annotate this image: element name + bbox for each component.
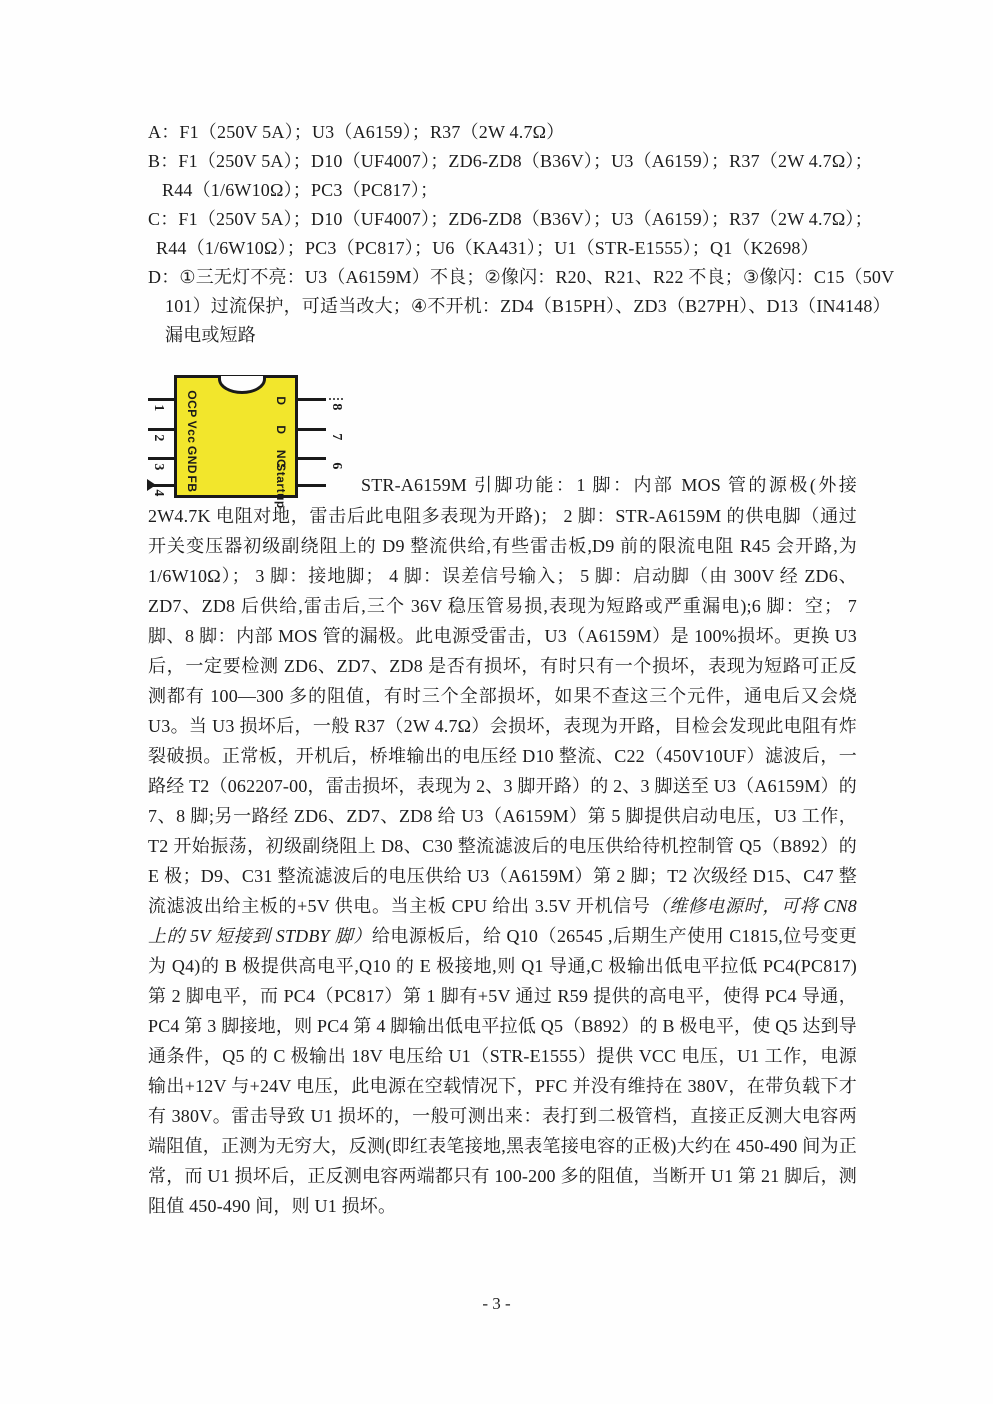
pin1-number: 1 bbox=[151, 404, 166, 412]
pin1-lead bbox=[148, 398, 174, 401]
pin8-label-d: D bbox=[274, 396, 288, 406]
list-line-c-cont: R44（1/6W10Ω）；PC3（PC817）；U6（KA431）；U1（STR-E1555）；Q1（K2698） bbox=[156, 238, 819, 258]
pin2-label-vcc: Vcc bbox=[185, 420, 199, 444]
pin3-label-gnd: GND bbox=[185, 445, 199, 475]
pin3-lead bbox=[148, 457, 174, 460]
page-number: - 3 - bbox=[482, 1294, 511, 1313]
main-paragraph bbox=[148, 374, 857, 1221]
pin5-lead bbox=[298, 484, 326, 487]
pin2-number: 2 bbox=[151, 434, 166, 442]
list-line-a: A：F1（250V 5A）；U3（A6159）；R37（2W 4.7Ω） bbox=[148, 122, 565, 142]
pin4-label-fb: FB bbox=[185, 475, 199, 493]
pin5-label-startup: Startup bbox=[274, 463, 288, 509]
pin8-number: 8 bbox=[329, 403, 344, 411]
list-line-d-cont1: 101）过流保护，可适当改大；④不开机：ZD4（B15PH）、ZD3（B27PH）、D13（IN4148） bbox=[165, 296, 891, 316]
paragraph-text-2: 给电源板后，给 Q10（26545 ,后期生产使用 C1815,位号变更为 Q4)的 B 极提供高电平,Q10 的 E 极接地,则 Q1 导通,C 极输出低电平拉低 PC4(PC817)第 2 脚电平，而 PC4（PC817）第 1 脚有+5V 通过 R59 提供的高电平，使得 PC4 导通，PC4 第 3 脚接地，则 PC4 第 4 脚输出低电平拉低 Q5（B892）的 B 极电平，使 Q5 达到导通条件，Q5 的 C 极输出 18V 电压给 U1（STR-E1555）提供 VCC 电压，U1 工作，电源输出+12V 与+24V 电压，此电源在空载情况下，PFC 并没有维持在 380V，在带负载下才有 380V。雷击导致 U1 损坏的，一般可测出来：表打到二极管档，直接正反测大电容两端阻值，正测为无穷大，反测(即红表笔接地,黑表笔接电容的正极)大约在 450-490 间为正常，而 U1 损坏后，正反测电容两端都只有 100-200 多的阻值，当断开 U1 第 21 脚后，测阻值 450-490 间，则 U1 损坏。 bbox=[148, 926, 857, 1216]
paragraph-text-1: STR-A6159M 引脚功能：1 脚：内部 MOS 管的源极(外接 2W4.7K 电阻对地，雷击后此电阻多表现为开路)； 2 脚：STR-A6159M 的供电脚（通过开关变压器初级副绕阻上的 D9 整流供给,有些雷击板,D9 前的限流电阻 R45 会开路,为 1/6W10Ω）； 3 脚：接地脚； 4 脚：误差信号输入； 5 脚：启动脚（由 300V 经 ZD6、ZD7、ZD8 后供给,雷击后,三个 36V 稳压管易损,表现为短路或严重漏电);6 脚：空； 7 脚、8 脚：内部 MOS 管的漏极。此电源受雷击，U3（A6159M）是 100%损坏。更换 U3 后，一定要检测 ZD6、ZD7、ZD8 是否有损坏，有时只有一个损坏，表现为短路可正反测都有 100—300 多的阻值，有时三个全部损坏，如果不查这三个元件，通电后又会烧 U3。当 U3 损坏后，一般 R37（2W 4.7Ω）会损坏，表现为开路，目检会发现此电阻有炸裂破损。正常板，开机后，桥堆输出的电压经 D10 整流、C22（450V10UF）滤波后，一路经 T2（062207-00，雷击损坏，表现为 2、3 脚开路）的 2、3 脚送至 U3（A6159M）的 7、8 脚;另一路经 ZD6、ZD7、ZD8 给 U3（A6159M）第 5 脚提供启动电压，U3 工作，T2 开始振荡，初级副绕阻上 D8、C30 整流滤波后的电压供给待机控制管 Q5（B892）的 E 极；D9、C31 整流滤波后的电压供给 U3（A6159M）第 2 脚；T2 次级经 D15、C47 整流滤波出给主板的+5V 供电。当主板 CPU 给出 3.5V 开机信号 bbox=[148, 475, 857, 916]
pin8-dash-mark bbox=[329, 398, 343, 400]
pin6-number: 6 bbox=[329, 462, 344, 470]
list-line-d-cont2: 漏电或短路 bbox=[165, 325, 256, 345]
pin4-number: 4 bbox=[151, 489, 166, 497]
chip-pinout-figure bbox=[148, 374, 348, 509]
pin3-number: 3 bbox=[151, 463, 166, 471]
list-line-c: C：F1（250V 5A）；D10（UF4007）；ZD6-ZD8（B36V）；U3（A6159）；R37（2W 4.7Ω）； bbox=[148, 209, 873, 229]
paragraph-text-italic: （维修电源时，可将 CN8 上的 5V 短接到 STDBY 脚） bbox=[148, 896, 857, 946]
pin2-lead bbox=[148, 428, 174, 431]
page-content bbox=[148, 118, 895, 1221]
list-line-d: D：①三无灯不亮：U3（A6159M）不良；②像闪：R20、R21、R22 不良；③像闪：C15（50V bbox=[148, 267, 895, 287]
pin8-lead bbox=[298, 398, 326, 401]
pin6-label-nc: NC bbox=[274, 449, 288, 469]
pin6-lead bbox=[298, 457, 326, 460]
list-line-b-cont: R44（1/6W10Ω）；PC3（PC817）； bbox=[162, 180, 439, 200]
fault-list bbox=[148, 118, 895, 350]
pin1-label-ocp: OCP bbox=[185, 390, 199, 418]
pin7-label-d: D bbox=[274, 425, 288, 435]
pin7-number: 7 bbox=[329, 433, 344, 441]
list-line-b: B：F1（250V 5A）；D10（UF4007）；ZD6-ZD8（B36V）；U3（A6159）；R37（2W 4.7Ω）； bbox=[148, 151, 873, 171]
pin7-lead bbox=[298, 428, 326, 431]
